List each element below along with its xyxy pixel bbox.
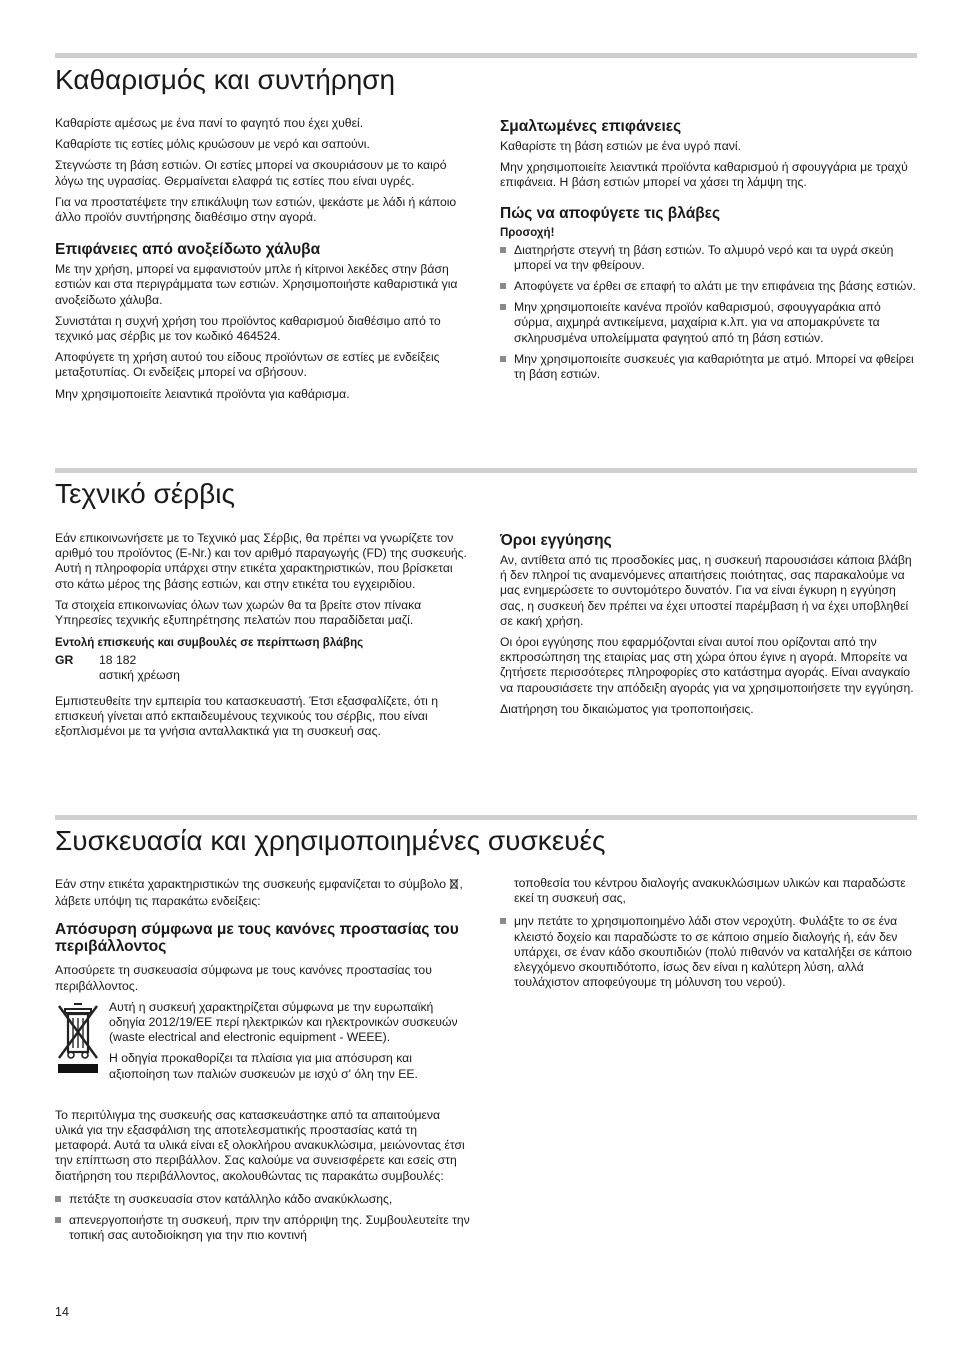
- paragraph: Για να προστατέψετε την επικάλυψη των εστιών, ψεκάστε με λάδι ή κάποιο άλλο προϊόν συντήρησης διαθέσιμο στην αγορά.: [55, 194, 457, 225]
- service-charge-note: αστική χρέωση: [99, 668, 180, 683]
- bullet-square-icon: [55, 1196, 61, 1202]
- list-item: [55, 1213, 470, 1243]
- packaging-left-column: [55, 877, 470, 1249]
- paragraph: Αποσύρετε τη συσκευασία σύμφωνα με τους κανόνες προστασίας του περιβάλλοντος.: [55, 963, 432, 993]
- weee-text: [109, 1000, 469, 1088]
- paragraph: Καθαρίστε τη βάση εστιών με ένα υγρό πανί.: [500, 139, 741, 153]
- paragraph: Στεγνώστε τη βάση εστιών. Οι εστίες μπορεί να σκουριάσουν με το καιρό λόγω της υγρασίας. Θερμαίνεται ελαφρά τις εστίες που είναι υγρές.: [55, 158, 447, 188]
- weee-notice: [55, 1000, 470, 1088]
- subheading-enamel: Σμαλτωμένες επιφάνειες: [500, 118, 682, 135]
- paragraph: Αποφύγετε τη χρήση αυτού του είδους προϊόντων σε εστίες με ενδείξεις μεταξοτυπίας. Οι ενδείξεις μπορεί να σβήσουν.: [55, 350, 440, 380]
- service-phone-number: 18 182: [99, 653, 137, 668]
- bullet-square-icon: [500, 247, 506, 253]
- section-title-service: Τεχνικό σέρβις: [55, 478, 235, 509]
- packaging-right-column: [500, 876, 916, 996]
- bullet-square-icon: [500, 283, 506, 289]
- list-item-text: Αποφύγετε να έρθει σε επαφή το αλάτι με την επιφάνεια της βάσης εστιών.: [514, 279, 916, 294]
- list-item-text: μην πετάτε το χρησιμοποιημένο λάδι στον νεροχύτη. Φυλάξτε το σε ένα κλειστό δοχείο και παραδώστε το σε κάποιο σημείο διαλογής ή, εάν δεν υπάρχει, σε έναν κάδο σκουπιδιών (πολύ πιθανόν να καταλήξει σε κάποιο ελεγχόμενο σκουπιδότοπο, ίσως δεν είναι η καλύτερη λύση, αλλά τουλάχιστον αποφεύγουμε τη μόλυνση του νερού).: [514, 914, 912, 990]
- paragraph: Μην χρησιμοποιείτε λειαντικά προϊόντα για καθάρισμα.: [55, 386, 350, 401]
- service-right-column: [500, 532, 916, 723]
- weee-crossed-bin-icon: [55, 1000, 101, 1088]
- caution-label: Προσοχή!: [500, 226, 555, 239]
- list-item: [500, 352, 916, 382]
- bullet-square-icon: [500, 304, 506, 310]
- section-divider: [55, 53, 917, 58]
- service-contact-greece: [55, 653, 470, 683]
- list-item-text: πετάξτε τη συσκευασία στον κατάλληλο κάδο ανακύκλωσης,: [69, 1191, 393, 1206]
- paragraph: Εάν επικοινωνήσετε με το Τεχνικό μας Σέρβις, θα πρέπει να γνωρίζετε τον αριθμό του προϊόντος (E-Nr.) και τον αριθμό παραγωγής (FD) της συσκευής. Αυτή η πληροφορία υπάρχει στην ετικέτα χαρακτηριστικών, που βρίσκεται στο κάτω μέρος της βάσης εστιών, και στην ετικέτα του εγχειριδίου.: [55, 531, 467, 591]
- paragraph: Τα στοιχεία επικοινωνίας όλων των χωρών θα τα βρείτε στον πίνακα Υπηρεσίες τεχνικής εξυπηρέτησης πελατών που παραδίδεται μαζί.: [55, 597, 422, 628]
- list-item: [500, 243, 916, 273]
- cleaning-left-column: [55, 116, 470, 408]
- paragraph: Καθαρίστε αμέσως με ένα πανί το φαγητό που έχει χυθεί.: [55, 116, 364, 130]
- list-item: [55, 1192, 470, 1207]
- paragraph: Με την χρήση, μπορεί να εμφανιστούν μπλε ή κίτρινοι λεκέδες στην βάση εστιών και στα περιγράμματα των εστιών. Χρησιμοποιήστε καθαριστικά για ανοξείδωτο χάλυβα.: [55, 262, 458, 307]
- list-item-text: απενεργοποιήστε τη συσκευή, πριν την απόρριψη της. Συμβουλευτείτε την τοπική σας αυτοδιοίκηση για την πιο κοντινή: [69, 1213, 470, 1243]
- page-number: 14: [55, 1305, 69, 1319]
- subheading-eco-disposal: Απόσυρση σύμφωνα με τους κανόνες προστασίας του περιβάλλοντος: [55, 921, 459, 956]
- list-item: [500, 279, 916, 294]
- subheading-avoid-damage: Πώς να αποφύγετε τις βλάβες: [500, 204, 721, 222]
- bullet-square-icon: [500, 356, 506, 362]
- paragraph-text: , λάβετε υπόψη τις παρακάτω ενδείξεις:: [55, 877, 463, 909]
- paragraph: Διατήρηση του δικαιώματος για τροποποιήσεις.: [500, 701, 754, 716]
- paragraph: Το περιτύλιγμα της συσκευής σας κατασκευάστηκε από τα απαιτούμενα υλικά για την εξασφάλιση της αποτελεσματικής προστασίας κατά τη μεταφορά. Αυτά τα υλικά είναι εξ ολοκλήρου ανακυκλώσιμα, μειώνοντας έτσι την επίπτωση στο περιβάλλον. Σας καλούμε να συνεισφέρετε και εσείς στη διατήρηση του περιβάλλοντος, ακολουθώντας τις παρακάτω συμβουλές:: [55, 1107, 465, 1183]
- list-item-text: Μην χρησιμοποιείτε κανένα προϊόν καθαρισμού, σφουγγαράκια από σύρμα, αιχμηρά αντικείμενα, μαχαίρια κ.λπ. για να απομακρύνετε τα σκληρυσμένα υπολείμματα φαγητού από τη βάση εστιών.: [514, 300, 881, 345]
- subheading-stainless-steel: Επιφάνειες από ανοξείδωτο χάλυβα: [55, 241, 321, 259]
- section-divider: [55, 815, 917, 820]
- subheading-repair-order: Εντολή επισκευής και συμβουλές σε περίπτωση βλάβης: [55, 637, 364, 650]
- paragraph: Αυτή η συσκευή χαρακτηρίζεται σύμφωνα με την ευρωπαϊκή οδηγία 2012/19/ΕΕ περί ηλεκτρικών και ηλεκτρονικών συσκευών (waste electrical and electronic equipment - WEEE).: [109, 999, 458, 1045]
- list-item: [500, 914, 916, 990]
- service-left-column: [55, 531, 470, 745]
- cleaning-right-column: [500, 118, 916, 388]
- section-title-packaging: Συσκευασία και χρησιμοποιημένες συσκευές: [55, 825, 606, 856]
- paragraph: Αν, αντίθετα από τις προσδοκίες μας, η συσκευή παρουσιάσει κάποια βλάβη ή δεν πληροί τις αναμενόμενες απαιτήσεις ποιότητας, σας παρακαλούμε να μας ενημερώσετε το συντομότερο δυνατόν. Για να είναι έγκυρη η εγγύηση σας, η συσκευή δεν πρέπει να έχει υποστεί παρέμβαση ή να έχει υποβληθεί σε κακή χρήση.: [500, 553, 912, 628]
- paragraph: Μην χρησιμοποιείτε λειαντικά προϊόντα καθαρισμού ή σφουγγάρια με τραχύ επιφάνεια. Η βάση εστιών μπορεί να χάσει τη λάμψη της.: [500, 160, 908, 190]
- paragraph: Καθαρίστε τις εστίες μόλις κρυώσουν με νερό και σαπούνι.: [55, 137, 370, 152]
- paragraph: Συνιστάται η συχνή χρήση του προϊόντος καθαρισμού διαθέσιμο από το τεχνικό μας σέρβις με τον κωδικό 464524.: [55, 313, 441, 344]
- bullet-square-icon: [500, 918, 506, 924]
- service-contact-details: [99, 653, 180, 683]
- paragraph: τοποθεσία του κέντρου διαλογής ανακυκλώσιμων υλικών και παραδώστε εκεί τη συσκευή σας,: [514, 876, 906, 906]
- section-divider: [55, 468, 917, 473]
- paragraph-text: Εάν στην ετικέτα χαρακτηριστικών της συσκευής εμφανίζεται το σύμβολο: [55, 877, 447, 891]
- paragraph: Η οδηγία προκαθορίζει τα πλαίσια για μια απόσυρση και αξιοποίηση των παλιών συσκευών με ισχύ σ' όλη την ΕΕ.: [109, 1051, 418, 1081]
- list-item: [500, 300, 916, 346]
- list-item-text: Μην χρησιμοποιείτε συσκευές για καθαριότητα με ατμό. Μπορεί να φθείρει τη βάση εστιών.: [514, 351, 914, 382]
- paragraph: Οι όροι εγγύησης που εφαρμόζονται είναι αυτοί που ορίζονται από την εκπροσώπηση της εταιρίας μας στη χώρα όπου έγινε η αγορά. Μπορείτε να ζητήσετε περισσότερες πληροφορίες στο κατάστημα αγοράς. Είναι αναγκαίο να παρουσιάσετε την απόδειξη αγοράς για να χρησιμοποιήσετε την εγγύηση.: [500, 635, 914, 695]
- bullet-square-icon: [55, 1217, 61, 1223]
- paragraph: [55, 877, 470, 909]
- crossed-bin-icon: [449, 878, 459, 894]
- subheading-warranty: Όροι εγγύησης: [500, 532, 612, 549]
- section-title-cleaning: Καθαρισμός και συντήρηση: [55, 64, 396, 95]
- paragraph: Εμπιστευθείτε την εμπειρία του κατασκευαστή. Έτσι εξασφαλίζετε, ότι η επισκευή γίνεται από εκπαιδευμένους τεχνικούς του σέρβις, που είναι εξοπλισμένοι με τα γνήσια ανταλλακτικά για τη συσκευή σας.: [55, 693, 439, 739]
- country-code: GR: [55, 653, 74, 668]
- list-item-text: Διατηρήστε στεγνή τη βάση εστιών. Το αλμυρό νερό και τα υγρά σκεύη μπορεί να την φθείρουν.: [514, 242, 894, 272]
